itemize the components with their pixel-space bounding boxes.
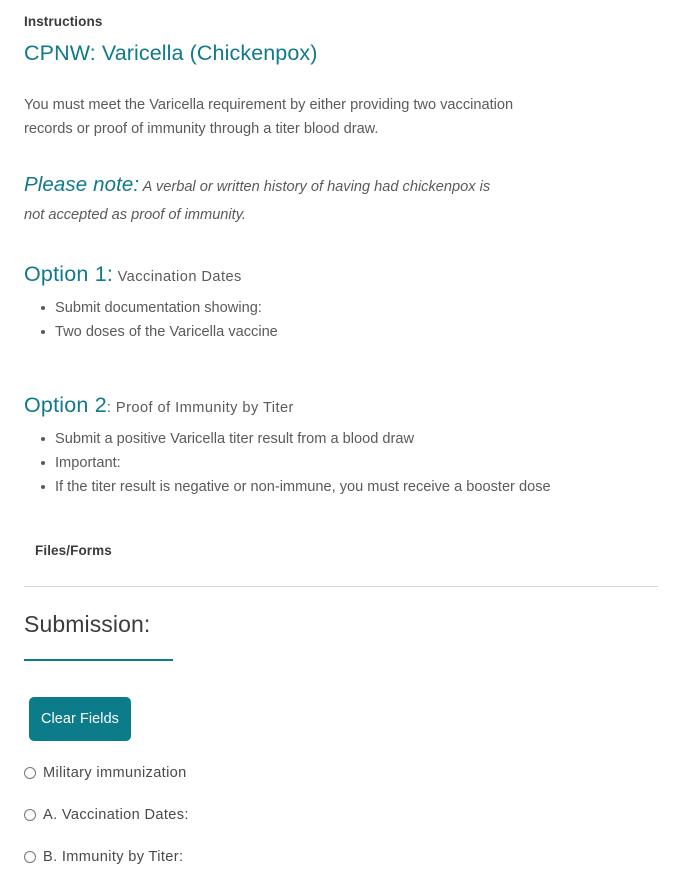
please-note-block	[24, 171, 494, 229]
option-2-subtitle: : Proof of Immunity by Titer	[106, 400, 294, 416]
radio-circle-icon[interactable]	[24, 851, 36, 863]
intro-paragraph: You must meet the Varicella requirement by either providing two vaccination records or proof of immunity through a titer blood draw.	[24, 97, 514, 137]
section-divider	[24, 586, 658, 587]
radio-label: B. Immunity by Titer:	[43, 849, 184, 865]
list-item: Important:	[24, 451, 555, 475]
radio-circle-icon[interactable]	[24, 767, 36, 779]
submission-section	[0, 609, 682, 866]
radio-option-immunity-by-titer[interactable]	[24, 848, 658, 866]
radio-label: Military immunization	[43, 765, 187, 781]
option-2-lead: Option 2	[24, 393, 107, 417]
submission-title: Submission:	[24, 611, 151, 637]
option-2-heading	[24, 392, 658, 421]
radio-circle-icon[interactable]	[24, 809, 36, 821]
page-title: CPNW: Varicella (Chickenpox)	[24, 41, 318, 65]
please-note-lead: Please note:	[24, 173, 140, 196]
list-item: Submit a positive Varicella titer result from a blood draw	[24, 427, 555, 451]
radio-label: A. Vaccination Dates:	[43, 807, 189, 823]
list-item: If the titer result is negative or non-immune, you must receive a booster dose	[24, 475, 555, 499]
option-1-lead: Option 1:	[24, 262, 114, 286]
files-forms-label: Files/Forms	[35, 543, 112, 558]
option-1-list	[24, 296, 658, 344]
files-forms-section	[0, 542, 682, 560]
radio-option-military-immunization[interactable]	[24, 764, 658, 782]
radio-option-vaccination-dates[interactable]	[24, 806, 658, 824]
clear-fields-button[interactable]: Clear Fields	[29, 697, 131, 741]
submission-radio-group	[24, 764, 658, 866]
please-note-body: A verbal or written history of having had chickenpox is not accepted as proof of immunity.	[24, 179, 491, 223]
option-block-1	[24, 261, 658, 344]
option-1-heading	[24, 261, 658, 290]
list-item: Submit documentation showing:	[24, 296, 555, 320]
option-2-list	[24, 427, 658, 499]
submission-title-underline	[24, 659, 173, 661]
instructions-section-label: Instructions	[24, 14, 103, 29]
option-1-subtitle: Vaccination Dates	[113, 269, 242, 285]
list-item: Two doses of the Varicella vaccine	[24, 320, 555, 344]
option-block-2	[24, 392, 658, 499]
